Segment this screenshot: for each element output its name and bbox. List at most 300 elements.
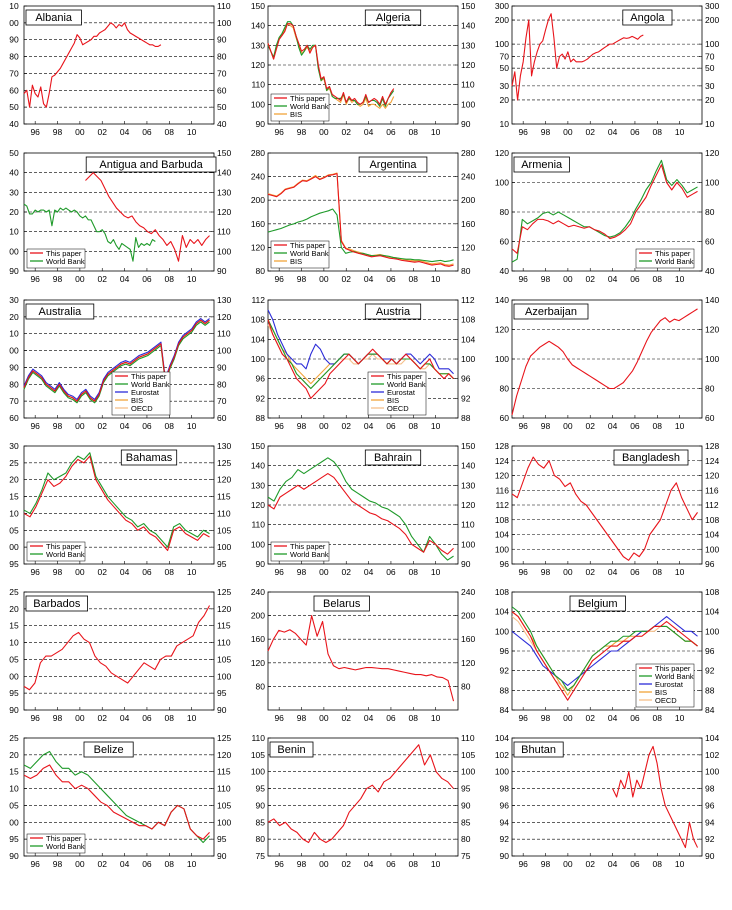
x-tick-label: 00 xyxy=(75,713,85,723)
y-tick-label-left: 10 xyxy=(9,637,19,648)
y-tick-label-left: 108 xyxy=(494,587,509,597)
x-tick-label: 10 xyxy=(186,421,197,431)
y-tick-label-left: 90 xyxy=(255,800,265,811)
y-tick-label-left: 60 xyxy=(499,236,509,247)
x-tick-label: 98 xyxy=(52,567,63,577)
x-tick-label: 10 xyxy=(674,421,685,431)
x-tick-label: 04 xyxy=(607,421,618,431)
y-tick-label-left: 70 xyxy=(9,68,19,79)
y-tick-label-right: 100 xyxy=(461,99,476,110)
y-tick-label-right: 110 xyxy=(461,79,475,90)
x-tick-label: 98 xyxy=(540,713,551,723)
y-tick-label-right: 120 xyxy=(705,148,720,158)
x-tick-label: 98 xyxy=(540,274,551,284)
y-tick-label-left: 70 xyxy=(9,396,19,407)
x-tick-label: 96 xyxy=(30,567,40,577)
y-tick-label-right: 120 xyxy=(461,657,476,668)
x-tick-label: 08 xyxy=(408,421,419,431)
y-tick-label-right: 110 xyxy=(217,1,231,11)
y-tick-label-right: 130 xyxy=(217,441,232,451)
chart-panel-belgium xyxy=(488,587,732,737)
y-tick-label-left: 84 xyxy=(499,705,509,715)
y-tick-label-left: 112 xyxy=(495,500,509,510)
y-tick-label-left: 90 xyxy=(9,362,19,373)
y-tick-label-left: 60 xyxy=(499,413,509,423)
x-tick-label: 06 xyxy=(630,859,640,869)
y-tick-label-left: 60 xyxy=(9,413,19,423)
series-line-this-paper xyxy=(613,746,698,847)
x-tick-label: 98 xyxy=(52,421,63,431)
y-tick-label-left: 120 xyxy=(250,657,265,668)
y-tick-label-left: 140 xyxy=(250,460,265,471)
x-tick-label: 98 xyxy=(52,127,63,137)
y-tick-label-left: 10 xyxy=(9,226,19,237)
y-tick-label-right: 100 xyxy=(217,671,232,682)
y-tick-label-right: 120 xyxy=(705,324,720,335)
y-tick-label-right: 90 xyxy=(461,559,471,569)
x-tick-label: 98 xyxy=(540,127,551,137)
x-tick-label: 06 xyxy=(630,713,640,723)
x-tick-label: 00 xyxy=(75,127,85,137)
y-tick-label-left: 240 xyxy=(250,587,265,597)
y-tick-label-right: 125 xyxy=(217,587,232,597)
chart-title: Bahamas xyxy=(125,452,173,464)
x-tick-label: 02 xyxy=(97,713,107,723)
series-line-this-paper xyxy=(85,173,209,261)
chart-svg-benin xyxy=(244,733,488,883)
chart-svg-australia xyxy=(0,295,244,445)
legend-label: World Bank xyxy=(46,842,85,851)
x-tick-label: 04 xyxy=(607,127,618,137)
y-tick-label-left: 120 xyxy=(250,242,265,253)
y-tick-label-right: 110 xyxy=(217,783,231,794)
y-tick-label-right: 140 xyxy=(461,20,476,31)
y-tick-label-right: 100 xyxy=(705,766,720,777)
y-tick-label-left: 80 xyxy=(499,207,509,217)
series-line-world-bank xyxy=(24,751,210,842)
y-tick-label-left: 150 xyxy=(250,1,265,11)
x-tick-label: 00 xyxy=(563,859,573,869)
y-tick-label-right: 105 xyxy=(217,654,232,665)
y-tick-label-left: 100 xyxy=(494,544,509,555)
x-tick-label: 02 xyxy=(97,567,107,577)
x-tick-label: 08 xyxy=(408,127,419,137)
legend-label: BIS xyxy=(131,396,144,405)
x-tick-label: 08 xyxy=(164,567,175,577)
y-tick-label-right: 200 xyxy=(461,610,476,621)
y-tick-label-right: 92 xyxy=(461,393,471,404)
x-tick-label: 08 xyxy=(652,421,663,431)
y-tick-label-left: 10 xyxy=(9,1,19,11)
x-tick-label: 10 xyxy=(186,127,197,137)
y-tick-label-left: 05 xyxy=(9,800,19,811)
chart-panel-australia xyxy=(0,295,244,445)
legend-label: World Bank xyxy=(655,257,694,266)
y-tick-label-left: 100 xyxy=(494,177,509,188)
y-tick-label-right: 108 xyxy=(705,514,720,525)
x-tick-label: 04 xyxy=(119,713,130,723)
series-line-world-bank xyxy=(512,160,698,262)
y-tick-label-left: 128 xyxy=(494,441,509,451)
y-tick-label-right: 105 xyxy=(217,525,232,536)
y-tick-label-right: 50 xyxy=(705,63,715,74)
y-tick-label-left: 88 xyxy=(499,685,509,696)
x-tick-label: 04 xyxy=(119,421,130,431)
y-tick-label-right: 80 xyxy=(217,379,227,390)
y-tick-label-right: 96 xyxy=(705,646,715,656)
y-tick-label-left: 80 xyxy=(255,834,265,845)
x-tick-label: 02 xyxy=(341,567,351,577)
chart-panel-antigua-and-barbuda xyxy=(0,148,244,298)
y-tick-label-right: 92 xyxy=(705,834,715,845)
plot-frame xyxy=(512,6,702,124)
y-tick-label-right: 150 xyxy=(461,441,476,451)
y-tick-label-right: 96 xyxy=(705,559,715,569)
legend-label: World Bank xyxy=(290,249,329,258)
y-tick-label-left: 95 xyxy=(9,834,19,845)
y-tick-label-right: 105 xyxy=(461,749,476,760)
chart-panel-belize xyxy=(0,733,244,883)
y-tick-label-right: 120 xyxy=(461,500,476,510)
y-tick-label-left: 90 xyxy=(9,851,19,861)
y-tick-label-right: 40 xyxy=(217,119,227,129)
y-tick-label-left: 05 xyxy=(9,525,19,536)
y-tick-label-left: 60 xyxy=(9,85,19,96)
x-tick-label: 02 xyxy=(585,274,595,284)
y-tick-label-right: 100 xyxy=(461,766,476,777)
x-tick-label: 04 xyxy=(119,859,130,869)
x-tick-label: 98 xyxy=(540,567,551,577)
y-tick-label-left: 100 xyxy=(494,766,509,777)
x-tick-label: 10 xyxy=(674,859,685,869)
x-tick-label: 98 xyxy=(540,859,551,869)
y-tick-label-right: 95 xyxy=(217,688,227,699)
y-tick-label-right: 120 xyxy=(461,60,476,70)
y-tick-label-right: 40 xyxy=(705,266,715,276)
y-tick-label-left: 10 xyxy=(9,508,19,519)
x-tick-label: 08 xyxy=(408,859,419,869)
x-tick-label: 96 xyxy=(518,859,528,869)
series-line-world-bank xyxy=(24,453,210,547)
y-tick-label-right: 120 xyxy=(217,749,232,760)
y-tick-label-left: 90 xyxy=(9,266,19,276)
series-line-this-paper xyxy=(268,616,454,702)
y-tick-label-left: 90 xyxy=(9,705,19,715)
chart-svg-austria xyxy=(244,295,488,445)
x-tick-label: 98 xyxy=(296,713,307,723)
y-tick-label-right: 200 xyxy=(461,195,476,206)
y-tick-label-left: 92 xyxy=(499,834,509,845)
y-tick-label-left: 120 xyxy=(250,60,265,70)
x-tick-label: 96 xyxy=(518,713,528,723)
y-tick-label-right: 100 xyxy=(217,542,232,553)
y-tick-label-left: 00 xyxy=(9,345,19,356)
chart-title: Azerbaijan xyxy=(525,306,577,318)
x-tick-label: 00 xyxy=(319,567,329,577)
y-tick-label-left: 30 xyxy=(9,187,19,198)
x-tick-label: 10 xyxy=(186,567,197,577)
x-tick-label: 08 xyxy=(408,713,419,723)
y-tick-label-right: 92 xyxy=(705,665,715,676)
y-tick-label-left: 20 xyxy=(9,207,19,217)
y-tick-label-right: 104 xyxy=(705,606,720,617)
x-tick-label: 96 xyxy=(30,713,40,723)
chart-svg-belarus xyxy=(244,587,488,737)
chart-panel-benin xyxy=(244,733,488,883)
y-tick-label-right: 102 xyxy=(705,749,720,760)
y-tick-label-right: 60 xyxy=(705,236,715,247)
y-tick-label-left: 200 xyxy=(250,195,265,206)
y-tick-label-right: 105 xyxy=(217,800,232,811)
chart-panel-argentina xyxy=(244,148,488,298)
chart-panel-belarus xyxy=(244,587,488,737)
y-tick-label-right: 80 xyxy=(461,834,471,845)
chart-title: Angola xyxy=(630,12,665,24)
y-tick-label-right: 70 xyxy=(217,396,227,407)
x-tick-label: 10 xyxy=(674,713,685,723)
x-tick-label: 10 xyxy=(430,127,441,137)
chart-title: Argentina xyxy=(369,159,417,171)
y-tick-label-right: 98 xyxy=(705,783,715,794)
y-tick-label-left: 96 xyxy=(499,559,509,569)
y-tick-label-left: 100 xyxy=(250,766,265,777)
chart-svg-belgium xyxy=(488,587,732,737)
y-tick-label-right: 80 xyxy=(461,266,471,276)
y-tick-label-right: 90 xyxy=(461,800,471,811)
x-tick-label: 96 xyxy=(274,713,284,723)
y-tick-label-left: 110 xyxy=(251,733,265,743)
y-tick-label-right: 130 xyxy=(461,40,476,51)
y-tick-label-right: 60 xyxy=(217,85,227,96)
chart-title: Albania xyxy=(35,12,73,24)
y-tick-label-left: 40 xyxy=(9,167,19,178)
y-tick-label-left: 112 xyxy=(251,295,265,305)
y-tick-label-right: 90 xyxy=(461,119,471,129)
legend-label: Eurostat xyxy=(131,388,159,397)
series-line-this-paper xyxy=(24,605,210,689)
y-tick-label-left: 96 xyxy=(499,646,509,656)
x-tick-label: 98 xyxy=(52,713,63,723)
x-tick-label: 04 xyxy=(119,274,130,284)
y-tick-label-right: 100 xyxy=(217,345,232,356)
y-tick-label-left: 104 xyxy=(494,529,509,540)
y-tick-label-right: 95 xyxy=(217,834,227,845)
y-tick-label-left: 300 xyxy=(494,1,509,11)
x-tick-label: 02 xyxy=(341,713,351,723)
x-tick-label: 96 xyxy=(518,274,528,284)
y-tick-label-left: 70 xyxy=(499,51,509,62)
legend-label: BIS xyxy=(290,110,303,119)
y-tick-label-right: 96 xyxy=(461,373,471,384)
y-tick-label-right: 150 xyxy=(217,148,232,158)
x-tick-label: 00 xyxy=(319,859,329,869)
y-tick-label-right: 90 xyxy=(705,851,715,861)
y-tick-label-right: 128 xyxy=(705,441,720,451)
x-tick-label: 06 xyxy=(142,421,152,431)
x-tick-label: 04 xyxy=(119,567,130,577)
y-tick-label-right: 100 xyxy=(705,354,720,364)
x-tick-label: 06 xyxy=(142,859,152,869)
series-line-this-paper xyxy=(512,309,698,415)
chart-title: Belize xyxy=(93,744,124,756)
y-tick-label-right: 85 xyxy=(461,817,471,828)
y-tick-label-left: 104 xyxy=(250,334,265,345)
y-tick-label-right: 120 xyxy=(217,207,232,217)
y-tick-label-right: 88 xyxy=(705,685,715,696)
x-tick-label: 02 xyxy=(341,421,351,431)
y-tick-label-left: 10 xyxy=(9,783,19,794)
y-tick-label-right: 240 xyxy=(461,587,476,597)
y-tick-label-left: 15 xyxy=(9,620,19,631)
x-tick-label: 10 xyxy=(674,127,685,137)
y-tick-label-right: 100 xyxy=(217,17,232,28)
y-tick-label-right: 100 xyxy=(217,817,232,828)
x-tick-label: 04 xyxy=(363,274,374,284)
x-tick-label: 96 xyxy=(30,127,40,137)
y-tick-label-left: 92 xyxy=(255,393,265,404)
x-tick-label: 04 xyxy=(607,274,618,284)
y-tick-label-right: 110 xyxy=(461,519,475,530)
y-tick-label-left: 00 xyxy=(9,817,19,828)
x-tick-label: 08 xyxy=(652,859,663,869)
x-tick-label: 06 xyxy=(386,127,396,137)
y-tick-label-right: 200 xyxy=(705,15,720,26)
y-tick-label-right: 100 xyxy=(705,544,720,555)
y-tick-label-right: 150 xyxy=(461,1,476,11)
y-tick-label-right: 100 xyxy=(705,626,720,637)
y-tick-label-left: 94 xyxy=(499,817,509,828)
chart-title: Austria xyxy=(375,306,411,318)
x-tick-label: 04 xyxy=(363,127,374,137)
y-tick-label-right: 104 xyxy=(705,733,720,743)
y-tick-label-right: 50 xyxy=(217,102,227,113)
y-tick-label-left: 95 xyxy=(255,783,265,794)
x-tick-label: 10 xyxy=(186,274,197,284)
y-tick-label-right: 160 xyxy=(461,218,476,229)
y-tick-label-left: 120 xyxy=(250,500,265,510)
y-tick-label-right: 80 xyxy=(705,383,715,394)
y-tick-label-left: 80 xyxy=(255,266,265,276)
y-tick-label-right: 96 xyxy=(705,800,715,811)
y-tick-label-left: 280 xyxy=(250,148,265,158)
x-tick-label: 96 xyxy=(274,274,284,284)
y-tick-label-right: 300 xyxy=(705,1,720,11)
x-tick-label: 00 xyxy=(319,274,329,284)
y-tick-label-right: 70 xyxy=(217,68,227,79)
y-tick-label-right: 80 xyxy=(461,681,471,692)
x-tick-label: 10 xyxy=(430,567,441,577)
y-tick-label-left: 30 xyxy=(9,295,19,305)
x-tick-label: 02 xyxy=(585,567,595,577)
y-tick-label-left: 100 xyxy=(250,99,265,110)
y-tick-label-left: 00 xyxy=(9,542,19,553)
y-tick-label-left: 25 xyxy=(9,457,19,468)
y-tick-label-left: 50 xyxy=(9,148,19,158)
x-tick-label: 08 xyxy=(164,421,175,431)
y-tick-label-left: 15 xyxy=(9,766,19,777)
chart-title: Belgium xyxy=(577,598,618,610)
y-tick-label-right: 110 xyxy=(217,328,231,339)
y-tick-label-right: 88 xyxy=(461,413,471,423)
y-tick-label-left: 20 xyxy=(499,94,509,105)
x-tick-label: 00 xyxy=(75,421,85,431)
y-tick-label-right: 120 xyxy=(217,311,232,322)
y-tick-label-left: 00 xyxy=(9,246,19,257)
y-tick-label-left: 40 xyxy=(499,266,509,276)
x-tick-label: 06 xyxy=(142,713,152,723)
series-line-this-paper xyxy=(268,745,454,843)
x-tick-label: 06 xyxy=(386,421,396,431)
y-tick-label-right: 90 xyxy=(217,34,227,45)
y-tick-label-left: 104 xyxy=(494,733,509,743)
chart-title: Antigua and Barbuda xyxy=(99,159,203,171)
y-tick-label-left: 116 xyxy=(495,485,509,496)
x-tick-label: 10 xyxy=(674,567,685,577)
y-tick-label-left: 140 xyxy=(494,295,509,305)
x-tick-label: 98 xyxy=(296,567,307,577)
y-tick-label-left: 20 xyxy=(9,749,19,760)
y-tick-label-right: 60 xyxy=(705,413,715,423)
x-tick-label: 06 xyxy=(630,127,640,137)
x-tick-label: 06 xyxy=(142,274,152,284)
x-tick-label: 06 xyxy=(386,859,396,869)
series-line-this-paper xyxy=(512,457,698,560)
y-tick-label-right: 100 xyxy=(461,354,476,364)
y-tick-label-left: 25 xyxy=(9,587,19,597)
legend-label: World Bank xyxy=(387,380,426,389)
y-tick-label-right: 20 xyxy=(705,94,715,105)
y-tick-label-left: 15 xyxy=(9,491,19,502)
legend-label: This paper xyxy=(655,249,691,258)
legend-label: This paper xyxy=(46,834,82,843)
x-tick-label: 08 xyxy=(652,274,663,284)
y-tick-label-left: 108 xyxy=(250,314,265,325)
y-tick-label-left: 120 xyxy=(494,470,509,481)
y-tick-label-left: 50 xyxy=(499,63,509,74)
y-tick-label-left: 102 xyxy=(494,749,509,760)
y-tick-label-right: 30 xyxy=(705,80,715,91)
series-line-this-paper xyxy=(24,23,161,107)
chart-svg-armenia xyxy=(488,148,732,298)
y-tick-label-right: 110 xyxy=(217,226,231,237)
y-tick-label-right: 125 xyxy=(217,457,232,468)
y-tick-label-right: 130 xyxy=(217,187,232,198)
x-tick-label: 10 xyxy=(430,274,441,284)
legend-label: OECD xyxy=(387,404,409,413)
x-tick-label: 96 xyxy=(274,421,284,431)
x-tick-label: 02 xyxy=(341,274,351,284)
x-tick-label: 10 xyxy=(430,859,441,869)
x-tick-label: 96 xyxy=(518,127,528,137)
y-tick-label-right: 95 xyxy=(217,559,227,569)
x-tick-label: 96 xyxy=(30,274,40,284)
chart-panel-angola xyxy=(488,1,732,151)
y-tick-label-left: 20 xyxy=(9,474,19,485)
x-tick-label: 04 xyxy=(607,713,618,723)
legend-label: This paper xyxy=(290,241,326,250)
y-tick-label-right: 125 xyxy=(217,733,232,743)
y-tick-label-left: 50 xyxy=(9,102,19,113)
chart-svg-belize xyxy=(0,733,244,883)
y-tick-label-left: 140 xyxy=(250,20,265,31)
y-tick-label-left: 96 xyxy=(499,800,509,811)
y-tick-label-left: 80 xyxy=(255,681,265,692)
y-tick-label-right: 140 xyxy=(217,167,232,178)
y-tick-label-right: 108 xyxy=(461,314,476,325)
x-tick-label: 00 xyxy=(563,567,573,577)
series-line-this-paper xyxy=(512,14,643,100)
chart-title: Armenia xyxy=(521,159,563,171)
